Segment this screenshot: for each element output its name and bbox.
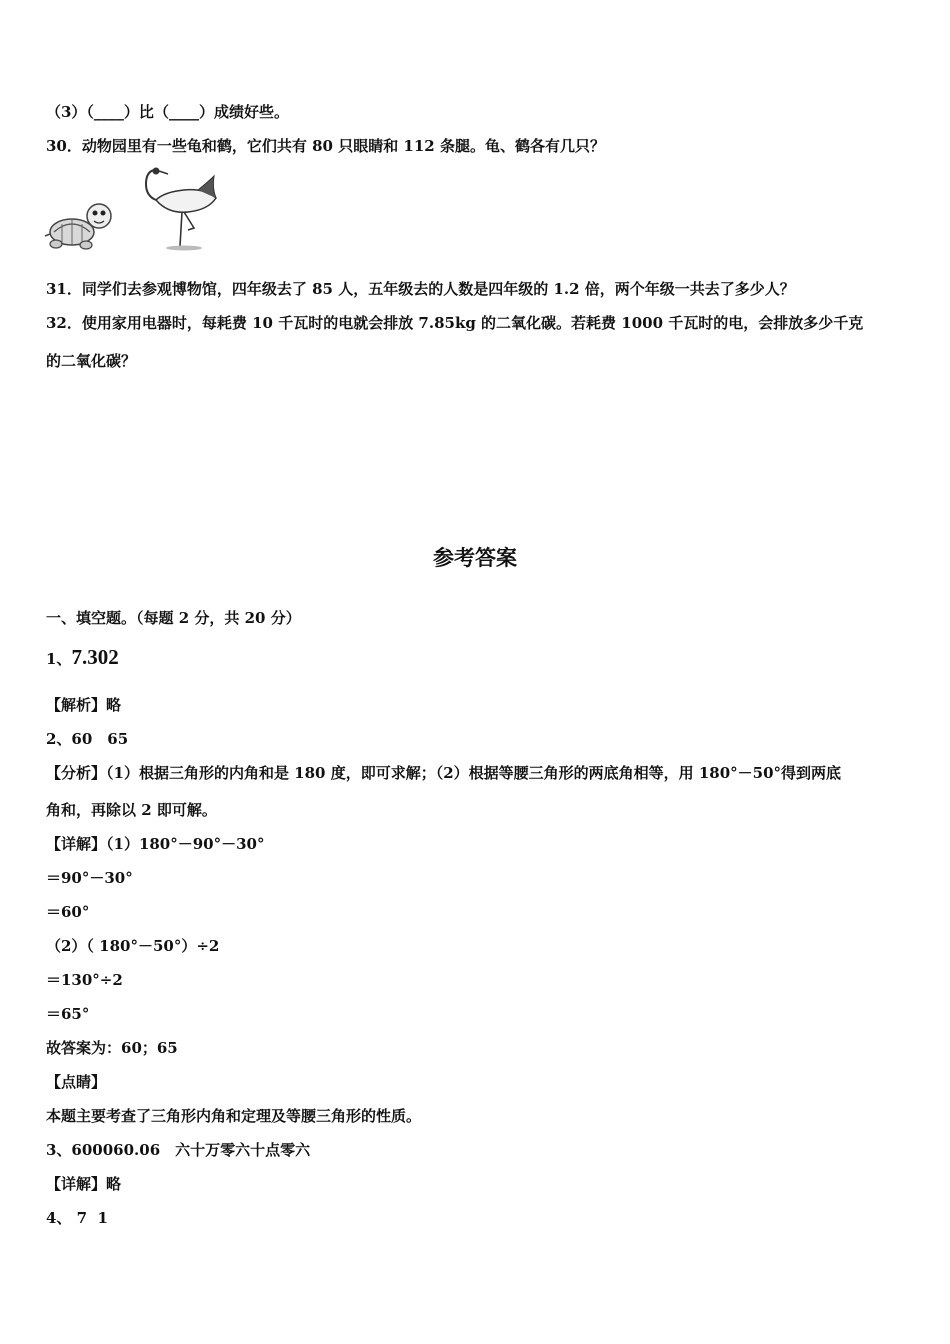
- answer-2-point-text: 本题主要考查了三角形内角和定理及等腰三角形的性质。: [46, 1107, 422, 1125]
- answer-2-point-label: 【点睛】: [46, 1073, 107, 1091]
- answer-3: 3、600060.06 六十万零六十点零六: [46, 1141, 311, 1159]
- question-31: 31．同学们去参观博物馆，四年级去了 85 人，五年级去的人数是四年级的 1.2 倍，两个年级一共去了多少人？: [46, 280, 795, 298]
- answer-key-title: 参考答案: [433, 545, 517, 570]
- answer-1-value: 7.302: [71, 645, 119, 669]
- answer-2-detail-line-1: 【详解】（1）180°－90°－30°: [46, 835, 265, 853]
- answer-2-detail-line-3: ＝60°: [46, 903, 90, 921]
- answer-2-conclusion: 故答案为：60；65: [46, 1039, 178, 1057]
- answer-2-analysis-line-2: 角和，再除以 2 即可解。: [46, 801, 217, 819]
- answer-3-detail: 【详解】略: [46, 1175, 122, 1193]
- crane-illustration: [138, 166, 222, 252]
- answer-1-analysis: 【解析】略: [46, 696, 122, 714]
- turtle-illustration: [44, 198, 116, 250]
- question-29-part-3: （3）（____）比（____）成绩好些。: [46, 103, 289, 121]
- question-32-line-1: 32．使用家用电器时，每耗费 10 千瓦时的电就会排放 7.85kg 的二氧化碳。若耗费 1000 千瓦时的电，会排放多少千克: [46, 314, 864, 332]
- question-30: 30．动物园里有一些龟和鹤，它们共有 80 只眼睛和 112 条腿。龟、鹤各有几只？: [46, 137, 605, 155]
- section-1-heading: 一、填空题。（每题 2 分，共 20 分）: [46, 609, 301, 627]
- question-32-line-2: 的二氧化碳？: [46, 352, 137, 370]
- answer-1: [46, 645, 119, 671]
- answer-2-analysis-line-1: 【分析】（1）根据三角形的内角和是 180 度，即可求解；（2）根据等腰三角形的两底角相等，用 180°－50°得到两底: [46, 764, 842, 782]
- answer-2-detail-line-6: ＝65°: [46, 1005, 90, 1023]
- answer-2-detail-line-2: ＝90°－30°: [46, 869, 133, 887]
- answer-2: 2、60 65: [46, 730, 129, 748]
- answer-2-detail-line-5: ＝130°÷2: [46, 971, 123, 989]
- answer-4: 4、 7 1: [46, 1209, 108, 1227]
- answer-1-prefix: 1、: [46, 650, 72, 668]
- answer-2-detail-line-4: （2）（ 180°－50°）÷2: [46, 937, 220, 955]
